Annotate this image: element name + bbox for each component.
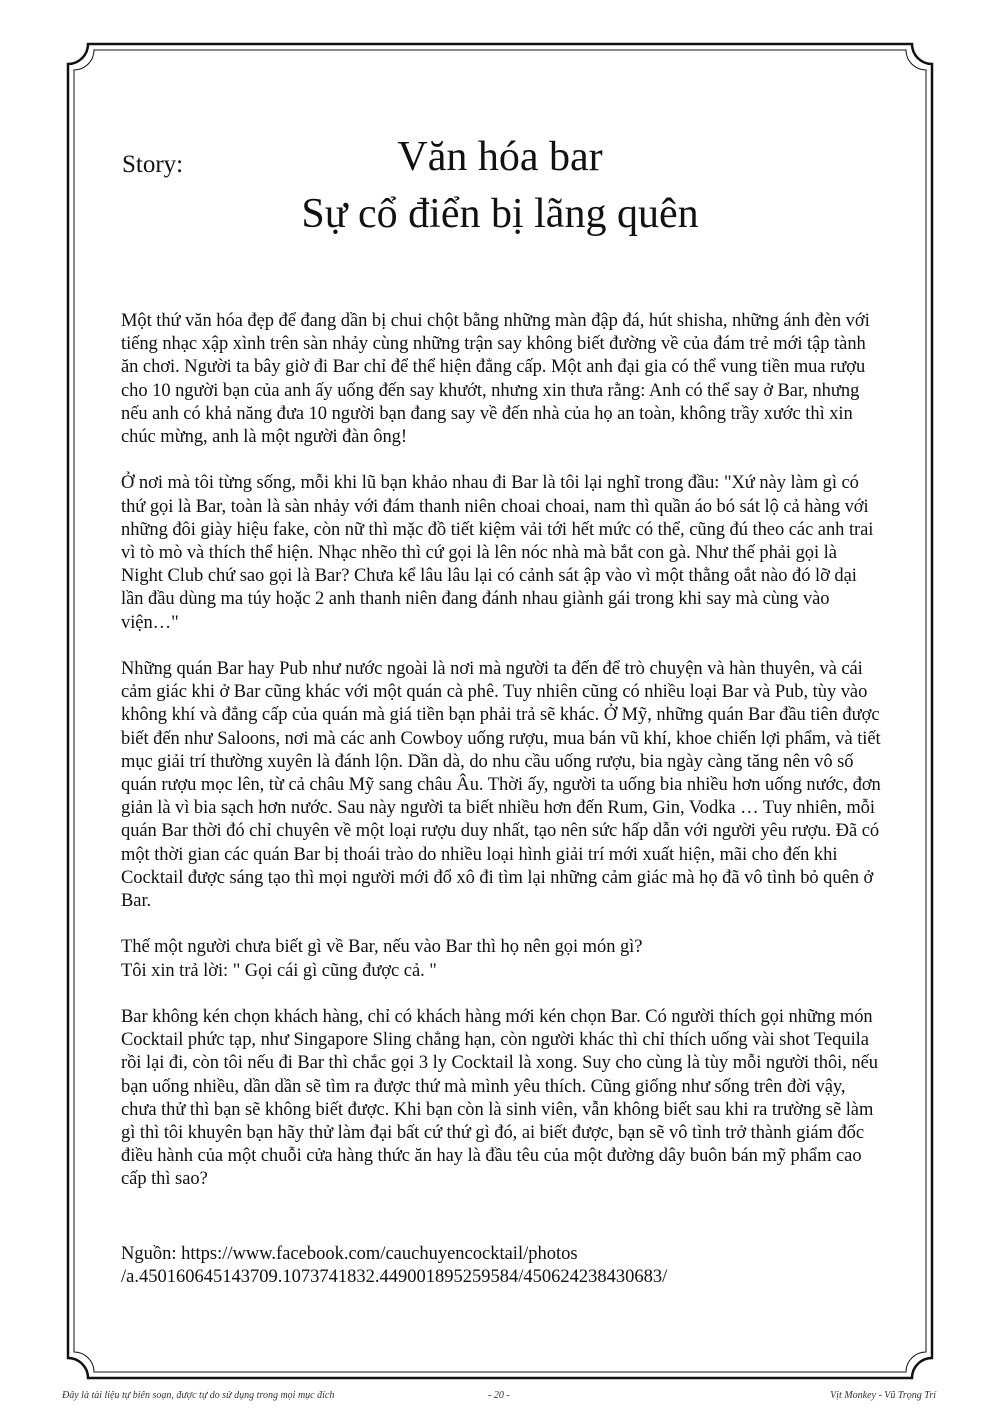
footer-right: Vịt Monkey - Vũ Trọng Trí xyxy=(830,1390,936,1401)
paragraph: Những quán Bar hay Pub như nước ngoài là nơi mà người ta đến để trò chuyện và hàn thuyên, và cái cảm giác khi ở Bar cũng khác với một quán cà phê. Tuy nhiên cũng có nhiều loại Bar và Pub, tùy vào không khí và đẳng cấp của quán mà giá tiền bạn phải trả sẽ khác. Ở Mỹ, những quán Bar đầu tiên được biết đến như Saloons, nơi mà các anh Cowboy uống rượu, mua bán vũ khí, khoe chiến lợi phẩm, và tiết mục giải trí thường xuyên là đánh lộn. Dần dà, do nhu cầu uống rượu, bia ngày càng tăng nên vô số quán rượu mọc lên, từ cả châu Mỹ sang châu Âu. Thời ấy, người ta uống bia nhiều hơn uống nước, đơn giản là vì bia sạch hơn nước. Sau này người ta biết nhiều hơn đến Rum, Gin, Vodka … Tuy nhiên, mỗi quán Bar thời đó chỉ chuyên về một loại rượu duy nhất, tạo nên sức hấp dẫn với người yêu rượu. Đã có một thời gian các quán Bar bị thoái trào do nhiều loại hình giải trí mới xuất hiện, mãi cho đến khi Cocktail được sáng tạo thì mọi người mới đổ xô đi tìm lại những cảm giác mà họ đã vô tình bỏ quên ở Bar. xyxy=(121,659,881,912)
story-label: Story: xyxy=(122,151,184,178)
paragraph: Bar không kén chọn khách hàng, chỉ có khách hàng mới kén chọn Bar. Có người thích gọi những món Cocktail phức tạp, như Singapore Sling chẳng hạn, còn người khác thì chỉ thích uống vài shot Tequila rồi lại đi, còn tôi nếu đi Bar thì chắc gọi 3 ly Cocktail là xong. Suy cho cùng là tùy mỗi người thôi, nếu bạn uống nhiều, dần dần sẽ tìm ra được thứ mà mình yêu thích. Cũng giống như sống trên đời vậy, chưa thử thì bạn sẽ không biết được. Khi bạn còn là sinh viên, vẫn không biết sau khi ra trường sẽ làm gì thì tôi khuyên bạn hãy thử làm đại bất cứ thứ gì đó, ai biết được, bạn sẽ vô tình trở thành giám đốc điều hành của một chuỗi cửa hàng thức ăn hay là đầu têu của một đường dây buôn bán mỹ phẩm cao cấp thì sao? xyxy=(121,1007,878,1190)
qa-block xyxy=(121,936,881,982)
page-subtitle: Sự cổ điển bị lãng quên xyxy=(301,191,699,237)
footer-left: Đây là tài liệu tự biên soạn, được tự do sử dụng trong mọi mục đích xyxy=(62,1390,335,1401)
paragraph: Ở nơi mà tôi từng sống, mỗi khi lũ bạn khảo nhau đi Bar là tôi lại nghĩ trong đầu: "Xứ này làm gì có thứ gọi là Bar, toàn là sàn nhảy với đám thanh niên choai choai, nam thì quần áo bó sát lộ cả hàng với những đôi giày hiệu fake, còn nữ thì mặc đồ tiết kiệm vải tới hết mức có thể, cũng đú theo các anh trai vì tò mò và thích thể hiện. Nhạc nhẽo thì cứ gọi là lên nóc nhà mà bắt con gà. Như thế phải gọi là Night Club chứ sao gọi là Bar? Chưa kể lâu lâu lại có cảnh sát ập vào vì một thằng oắt nào đó lỡ dại lần đầu dùng ma túy hoặc 2 anh thanh niên đang đánh nhau giành gái trong khi say mà cùng vào viện…" xyxy=(121,473,874,633)
source-line-1: Nguồn: https://www.facebook.com/cauchuyencocktail/photos xyxy=(121,1244,578,1264)
source-citation xyxy=(121,1243,881,1289)
article-body xyxy=(121,310,881,1215)
paragraph: Một thứ văn hóa đẹp để đang dần bị chui chột bằng những màn đập đá, hút shisha, những ánh đèn với tiếng nhạc xập xình trên sàn nhảy cùng những trận say không biết đường về của đám trẻ mới tập tành ăn chơi. Người ta bây giờ đi Bar chỉ để thể hiện đẳng cấp. Một anh đại gia có thể vung tiền mua rượu cho 10 người bạn của anh ấy uống đến say khướt, nhưng xin thưa rằng: Anh có thể say ở Bar, nhưng nếu anh có khả năng đưa 10 người bạn đang say về đến nhà của họ an toàn, không trầy xước thì xin chúc mừng, anh là một người đàn ông! xyxy=(121,311,870,448)
qa-answer: Tôi xin trả lời: " Gọi cái gì cũng được cả. " xyxy=(121,960,437,981)
page-title: Văn hóa bar xyxy=(397,134,603,180)
qa-question: Thế một người chưa biết gì về Bar, nếu vào Bar thì họ nên gọi món gì? xyxy=(121,937,643,958)
page-number: - 20 - xyxy=(488,1390,510,1401)
source-line-2: /a.450160645143709.1073741832.449001895259584/450624238430683/ xyxy=(121,1267,668,1288)
